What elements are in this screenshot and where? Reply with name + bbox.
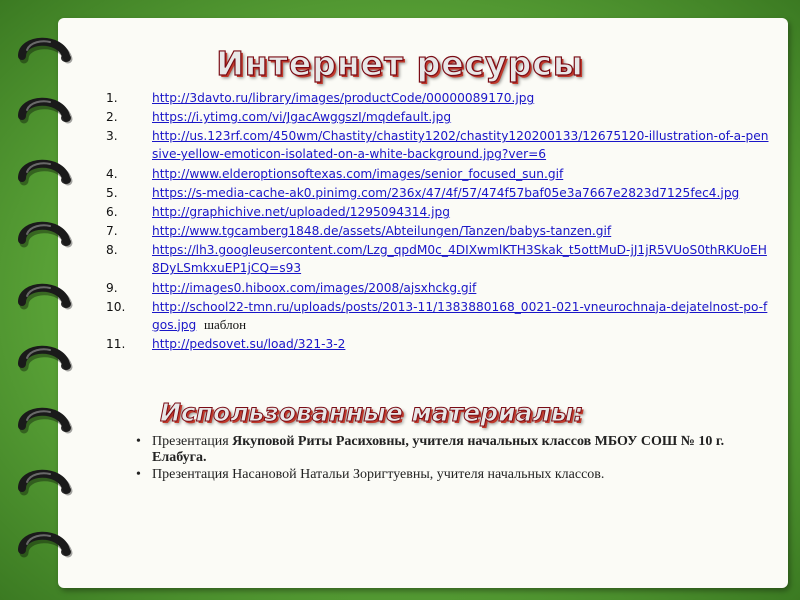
item-number: 6. bbox=[106, 204, 118, 219]
resource-link[interactable]: http://www.tgcamberg1848.de/assets/Abteilungen/Tanzen/babys-tanzen.gif bbox=[152, 224, 612, 239]
item-number: 5. bbox=[106, 185, 118, 200]
ring-icon bbox=[22, 411, 71, 432]
resource-link[interactable]: http://us.123rf.com/450wm/Chastity/chastity1202/chastity120200133/12675120-illustration-of-a-pensive-yellow-emoticon-isolated-on-a-white-background.jpg?ver=6 bbox=[152, 129, 769, 162]
item-number: 11. bbox=[106, 336, 126, 351]
resource-link[interactable]: http://pedsovet.su/load/321-3-2 bbox=[152, 336, 346, 351]
template-note: шаблон bbox=[204, 316, 247, 332]
list-item bbox=[106, 89, 786, 107]
ring-icon bbox=[22, 349, 71, 370]
list-item bbox=[106, 279, 786, 297]
ring-icon bbox=[22, 535, 71, 556]
item-number: 7. bbox=[106, 224, 118, 239]
ring-icon bbox=[22, 287, 71, 308]
links-list bbox=[106, 89, 786, 354]
page-title: Интернет ресурсы bbox=[216, 44, 584, 83]
resource-link[interactable]: https://s-media-cache-ak0.pinimg.com/236x/47/4f/57/474f57baf05e3a7667e2823d7125fec4.jpg bbox=[152, 185, 740, 200]
resource-link[interactable]: https://lh3.googleusercontent.com/Lzg_qpdM0c_4DIXwmlKTH3Skak_t5ottMuD-jJ1jR5VUoS0thRKUoEH8DyLSmkxuEP1jCQ=s93 bbox=[152, 243, 767, 276]
list-item bbox=[106, 203, 786, 221]
resource-link[interactable]: http://3davto.ru/library/images/productCode/00000089170.jpg bbox=[152, 91, 535, 105]
material-author: Якуповой Риты Расиховны, учителя начальных классов МБОУ СОШ № 10 г. Елабуга. bbox=[152, 434, 725, 465]
material-author: Насановой Натальи Зоригтуевны, учителя начальных классов. bbox=[232, 467, 605, 482]
item-number: 9. bbox=[106, 280, 118, 295]
ring-icon bbox=[22, 163, 71, 184]
ring-icon bbox=[22, 473, 71, 494]
material-prefix: Презентация bbox=[152, 467, 233, 482]
resource-link[interactable]: http://graphichive.net/uploaded/1295094314.jpg bbox=[152, 204, 451, 219]
list-item bbox=[134, 434, 764, 466]
item-number: 2. bbox=[106, 110, 118, 125]
resource-link[interactable]: http://images0.hiboox.com/images/2008/ajsxhckg.gif bbox=[152, 280, 477, 295]
item-number: 10. bbox=[106, 299, 126, 314]
materials-heading: Использованные материалы: bbox=[160, 398, 584, 427]
list-item bbox=[106, 222, 786, 240]
list-item bbox=[106, 184, 786, 202]
item-number: 1. bbox=[106, 91, 118, 105]
resource-link[interactable]: http://school22-tmn.ru/uploads/posts/2013-11/1383880168_0021-021-vneurochnaja-dejatelnost-po-fgos.jpg bbox=[152, 299, 768, 332]
material-prefix: Презентация bbox=[152, 434, 233, 449]
item-number: 8. bbox=[106, 243, 118, 258]
list-item bbox=[106, 241, 786, 277]
list-item bbox=[134, 467, 764, 483]
ring-icon bbox=[22, 225, 71, 246]
list-item bbox=[106, 298, 786, 334]
resource-link[interactable]: http://www.elderoptionsoftexas.com/images/senior_focused_sun.gif bbox=[152, 166, 564, 181]
list-item bbox=[106, 108, 786, 126]
resource-link[interactable]: https://i.ytimg.com/vi/JgacAwggszI/mqdefault.jpg bbox=[152, 110, 452, 125]
item-number: 4. bbox=[106, 166, 118, 181]
item-number: 3. bbox=[106, 129, 118, 144]
notebook-rings bbox=[0, 0, 120, 600]
materials-list bbox=[134, 434, 764, 484]
list-item bbox=[106, 127, 786, 163]
ring-icon bbox=[22, 101, 71, 122]
list-item bbox=[106, 335, 786, 353]
list-item bbox=[106, 165, 786, 183]
